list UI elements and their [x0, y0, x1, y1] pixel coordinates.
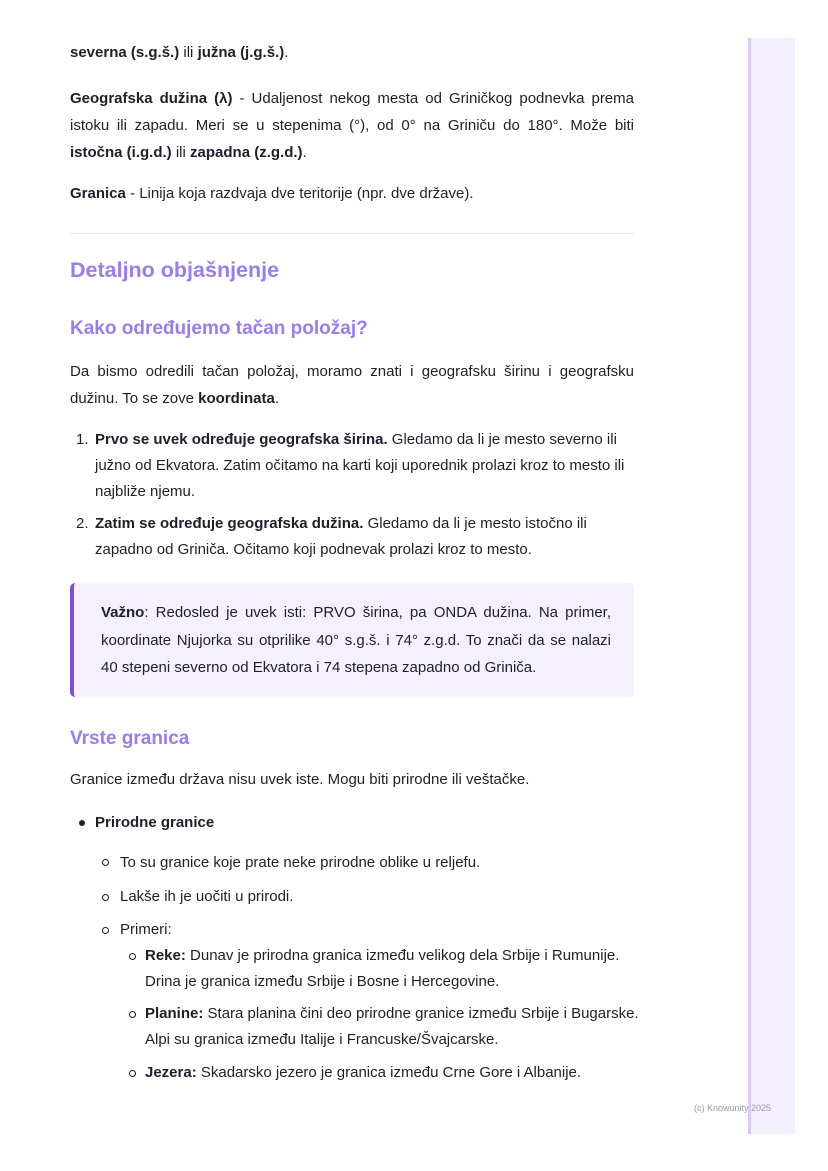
- border-types-intro: Granice između država nisu uvek iste. Mogu biti prirodne ili veštačke.: [70, 771, 530, 788]
- coordinates-intro: Da bismo odredili tačan položaj, moramo znati i geografsku širinu i geografsku dužinu. To se zove koordinata.: [70, 363, 634, 407]
- example-lakes: Jezera: Skadarsko jezero je granica između Crne Gore i Albanije.: [145, 1064, 582, 1081]
- section-title: Detaljno objašnjenje: [70, 258, 280, 282]
- bullet-ring: [102, 859, 109, 866]
- bullet-ring: [102, 927, 109, 934]
- copyright-footer: (c) Knowunity 2025: [694, 1103, 772, 1113]
- bullet-natural-borders: Prirodne granice: [95, 814, 215, 831]
- subheading-position: Kako određujemo tačan položaj?: [70, 318, 368, 339]
- bullet-ring: [129, 1011, 136, 1018]
- list-item: To su granice koje prate neke prirodne oblike u reljefu.: [120, 854, 481, 871]
- example-rivers: Reke: Dunav je prirodna granica između velikog dela Srbije i Rumunije. Drina je granica između Srbije i Bosne i Hercegovine.: [145, 947, 620, 990]
- subheading-border-types: Vrste granica: [70, 728, 190, 749]
- step-item: 1. Prvo se uvek određuje geografska širina. Gledamo da li je mesto severno ili južno od Ekvatora. Zatim očitamo na karti koji uporednik prolazi kroz to mesto ili najbliže njemu.: [76, 431, 625, 500]
- list-item: Primeri:: [120, 921, 172, 938]
- latitude-hemispheres-line: severna (s.g.š.) ili južna (j.g.š.).: [70, 44, 289, 61]
- list-item: Lakše ih je uočiti u prirodi.: [120, 888, 294, 905]
- side-panel: [748, 38, 795, 1134]
- important-callout: [70, 583, 634, 697]
- bullet-ring: [129, 1070, 136, 1077]
- example-mountains: Planine: Stara planina čini deo prirodne granice između Srbije i Bugarske. Alpi su granica između Italije i Francuske/Švajcarske.: [145, 1005, 639, 1048]
- bullet-dot: [79, 820, 85, 826]
- bullet-ring: [129, 953, 136, 960]
- bullet-ring: [102, 894, 109, 901]
- border-definition: Granica - Linija koja razdvaja dve teritorije (npr. dve države).: [70, 185, 474, 202]
- callout-text: Važno: Redosled je uvek isti: PRVO širina, pa ONDA dužina. Na primer, koordinate Njujorka su otprilike 40° s.g.š. i 74° z.g.d. To znači da se nalazi 40 stepeni severno od Ekvatora i 74 stepena zapadno od Griniča.: [101, 604, 611, 676]
- step-item: 2. Zatim se određuje geografska dužina. Gledamo da li je mesto istočno ili zapadno od Griniča. Očitamo koji podnevak prolazi kroz to mesto.: [76, 515, 587, 558]
- divider: [70, 233, 634, 234]
- longitude-definition: Geografska dužina (λ) - Udaljenost nekog mesta od Griničkog podnevka prema istoku ili zapadu. Meri se u stepenima (°), od 0° na Griniču do 180°. Može biti istočna (i.g.d.) ili zapadna (z.g.d.).: [70, 90, 634, 161]
